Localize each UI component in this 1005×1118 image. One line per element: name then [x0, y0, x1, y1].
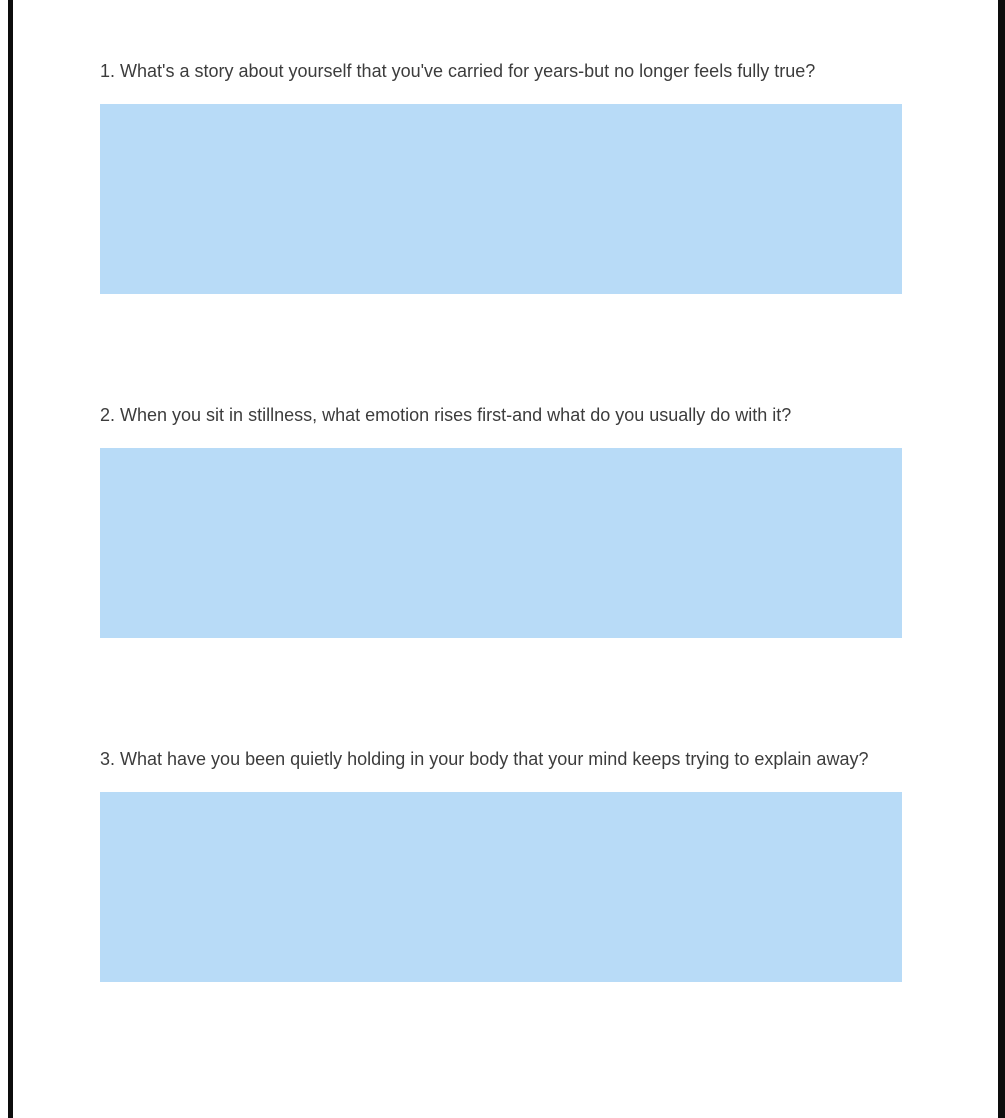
question-2-text: 2. When you sit in stillness, what emotion rises first-and what do you usually do with it?: [100, 405, 792, 425]
question-2-answer-field[interactable]: [100, 448, 902, 638]
left-edge-bar: [8, 0, 13, 1118]
worksheet-content: [100, 48, 902, 982]
question-block-2: [100, 392, 902, 638]
question-3-answer-field[interactable]: [100, 792, 902, 982]
question-1-answer-field[interactable]: [100, 104, 902, 294]
question-3-text: 3. What have you been quietly holding in your body that your mind keeps trying to explain away?: [100, 749, 869, 769]
question-1-text: 1. What's a story about yourself that you've carried for years-but no longer feels fully true?: [100, 61, 816, 81]
question-block-3: [100, 736, 902, 982]
question-block-1: [100, 48, 902, 294]
right-edge-bar: [998, 0, 1005, 1118]
